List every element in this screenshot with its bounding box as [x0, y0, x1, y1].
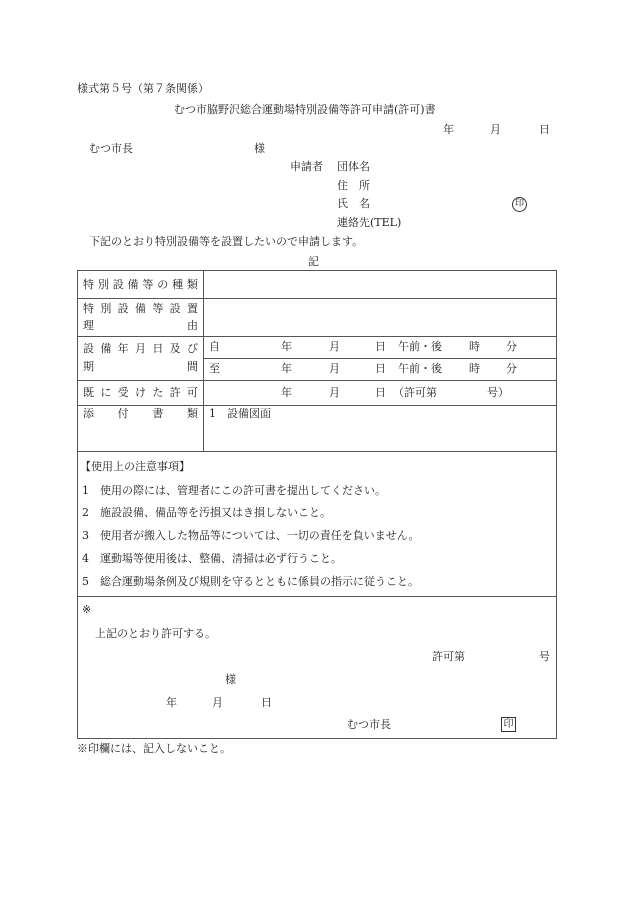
- header-date-month: 月: [490, 123, 501, 136]
- period-from-day: 日: [375, 340, 386, 353]
- prior-permit-number-close: 号）: [487, 386, 509, 399]
- period-from-hour: 時: [469, 340, 480, 353]
- period-to-hour: 時: [469, 362, 480, 375]
- applicant-name-label: 氏 名: [337, 197, 370, 210]
- approval-date-year: 年: [166, 696, 177, 709]
- label-char: 受: [117, 386, 129, 399]
- approval-permit-suffix: 号: [539, 650, 550, 663]
- applicant-address-label: 住 所: [337, 179, 370, 192]
- approval-date-day: 日: [261, 696, 272, 709]
- label-char: 期: [83, 360, 94, 373]
- header-date-day: 日: [539, 123, 550, 136]
- approval-statement: 上記のとおり許可する。: [95, 627, 216, 640]
- approval-mark: ※: [82, 603, 92, 616]
- label-char: び: [186, 342, 198, 355]
- period-to-prefix: 至: [209, 362, 220, 375]
- footnote: ※印欄には、記入しないこと。: [77, 742, 231, 755]
- seal-box-icon: 印: [501, 717, 516, 732]
- label-char: 備: [134, 302, 146, 315]
- table-border-left: [77, 270, 78, 739]
- label-char: 別: [97, 278, 109, 291]
- table-line: [77, 336, 557, 337]
- prior-permit-year: 年: [281, 386, 292, 399]
- period-to-year: 年: [281, 362, 292, 375]
- prior-permit-number-open: （許可第: [393, 386, 437, 399]
- label-char: 類: [186, 278, 198, 291]
- period-from-year: 年: [281, 340, 292, 353]
- label-char: 付: [117, 407, 129, 420]
- label-char: 由: [187, 319, 198, 332]
- label-char: の: [157, 278, 169, 291]
- label-char: 月: [134, 342, 146, 355]
- addressee: むつ市長: [89, 142, 133, 155]
- label-char: 添: [83, 407, 94, 420]
- label-char: 等: [152, 302, 164, 315]
- row-equipment-type-label: [83, 279, 198, 291]
- label-char: 理: [83, 319, 94, 332]
- period-from-month: 月: [329, 340, 340, 353]
- row-attachments-label: [83, 408, 198, 420]
- addressee-honorific: 様: [254, 142, 265, 155]
- applicant-label: 申請者: [290, 160, 323, 173]
- label-char: 備: [100, 342, 112, 355]
- equipment-type-field[interactable]: [205, 272, 554, 297]
- installation-reason-field[interactable]: [205, 300, 554, 335]
- period-from-prefix: 自: [209, 340, 220, 353]
- period-from-minute: 分: [506, 340, 517, 353]
- label-char: 備: [127, 278, 139, 291]
- applicant-group-name-label: 団体名: [337, 160, 370, 173]
- label-char: 設: [117, 302, 129, 315]
- approval-mayor: むつ市長: [347, 718, 391, 731]
- label-char: 日: [152, 342, 164, 355]
- label-char: 等: [142, 278, 154, 291]
- table-line: [77, 738, 557, 739]
- ki-heading: 記: [308, 255, 319, 268]
- approval-permit-prefix: 許可第: [432, 650, 465, 663]
- notes-heading: 【使用上の注意事項】: [80, 460, 190, 473]
- label-char: 許: [169, 386, 181, 399]
- table-border-right: [556, 270, 557, 739]
- period-to-day: 日: [375, 362, 386, 375]
- row-period-label-1: [83, 343, 198, 355]
- label-char: 特: [83, 278, 94, 291]
- header-date-year: 年: [443, 123, 454, 136]
- approval-date-month: 月: [212, 696, 223, 709]
- prior-permit-day: 日: [375, 386, 386, 399]
- seal-circle-icon: 印: [512, 197, 527, 212]
- table-line: [77, 298, 557, 299]
- label-char: 書: [152, 407, 164, 420]
- note-item: 3 使用者が搬入した物品等については、一切の責任を負いません。: [82, 529, 420, 542]
- label-char: 間: [187, 360, 198, 373]
- label-char: に: [100, 386, 112, 399]
- label-char: 設: [169, 302, 181, 315]
- label-char: 類: [186, 407, 198, 420]
- note-item: 5 総合運動場条例及び規則を守るとともに係員の指示に従うこと。: [82, 575, 419, 588]
- row-installation-reason-label-1: [83, 303, 198, 315]
- row-prior-permit-label: [83, 387, 198, 399]
- prior-permit-month: 月: [329, 386, 340, 399]
- document-title: むつ市脇野沢総合運動場特別設備等許可申請(許可)書: [174, 103, 436, 116]
- table-line: [77, 451, 557, 452]
- label-char: 設: [112, 278, 124, 291]
- attachment-item: 1 設備図面: [209, 407, 271, 420]
- intro-text: 下記のとおり特別設備等を設置したいので申請します。: [89, 235, 364, 248]
- label-char: 種: [172, 278, 184, 291]
- table-line: [77, 596, 557, 597]
- label-char: 別: [100, 302, 112, 315]
- label-char: 既: [83, 386, 94, 399]
- period-from-ampm: 午前・後: [398, 340, 442, 353]
- table-line: [77, 380, 557, 381]
- note-item: 4 運動場等使用後は、整備、清掃は必ず行うこと。: [82, 552, 342, 565]
- row-period-label-2: [83, 361, 198, 373]
- table-line: [77, 405, 557, 406]
- form-number: 様式第５号（第７条関係）: [77, 82, 209, 95]
- note-item: 2 施設設備、備品等を汚損又はき損しないこと。: [82, 506, 331, 519]
- label-char: 年: [117, 342, 129, 355]
- applicant-contact-label: 連絡先(TEL): [337, 216, 402, 229]
- label-char: た: [152, 386, 164, 399]
- label-char: 置: [186, 302, 198, 315]
- label-char: 設: [83, 342, 94, 355]
- label-char: 及: [169, 342, 181, 355]
- period-to-minute: 分: [506, 362, 517, 375]
- row-installation-reason-label-2: [83, 320, 198, 332]
- period-to-ampm: 午前・後: [398, 362, 442, 375]
- label-char: け: [134, 386, 146, 399]
- note-item: 1 使用の際には、管理者にこの許可書を提出してください。: [82, 484, 386, 497]
- table-line: [77, 270, 557, 271]
- table-line: [203, 358, 557, 359]
- label-char: 特: [83, 302, 94, 315]
- approval-honorific: 様: [225, 673, 236, 686]
- label-char: 可: [186, 386, 198, 399]
- period-to-month: 月: [329, 362, 340, 375]
